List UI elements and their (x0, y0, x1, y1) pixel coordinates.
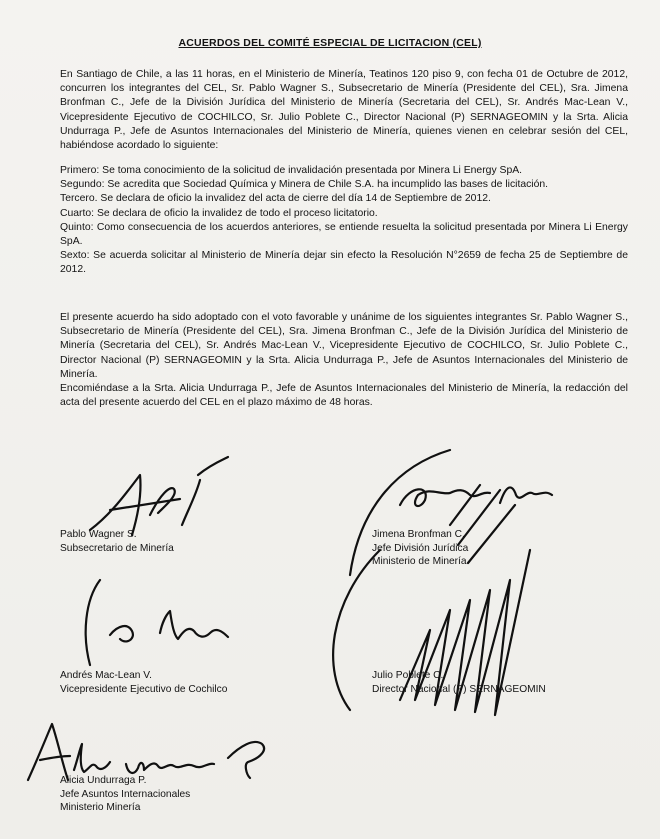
signatory-name: Jimena Bronfman C. (372, 529, 465, 540)
signatory-name: Alicia Undurraga P. (60, 775, 147, 786)
resolution-primero: Primero: Se toma conocimiento de la solicitud de invalidación presentada por Minera Li Energy SpA. (60, 165, 523, 176)
resolution-sexto: Sexto: Se acuerda solicitar al Ministerio de Minería dejar sin efecto la Resolución N°2659 de fecha 25 de Septiembre de 2012. (60, 250, 628, 276)
signatory-name: Pablo Wagner S. (60, 529, 137, 540)
signatory-name: Andrés Mac-Lean V. (60, 670, 152, 681)
signature-andres-maclean (70, 575, 250, 670)
signature-block-undurraga (60, 774, 190, 815)
intro-paragraph: En Santiago de Chile, a las 11 horas, en el Ministerio de Minería, Teatinos 120 piso 9, con fecha 01 de Octubre de 2012, concurren los integrantes del CEL, Sr. Pablo Wagner S., Subsecretario de Minería (Presidente del CEL), Sra. Jimena Bronfman C., Jefe de la División Jurídica del Ministerio de Minería (Secretaria del CEL), Sr. Andrés Mac-Lean V., Vicepresidente Ejecutivo de COCHILCO, Sr. Julio Poblete C., Director Nacional (P) SERNAGEOMIN y la Srta. Alicia Undurraga P., Jefe de Asuntos Internacionales del Ministerio de Minería, quienes vienen en celebrar sesión del CEL, habiéndose acordado lo siguiente: (60, 69, 628, 152)
signatory-role: Jefe División Jurídica (372, 542, 469, 554)
signatory-role: Subsecretario de Minería (60, 542, 174, 554)
signatory-role: Director Nacional (P) SERNAGEOMIN (372, 683, 546, 695)
resolution-tercero: Tercero. Se declara de oficio la invalidez del acta de cierre del día 14 de Septiembre de 2012. (60, 193, 491, 205)
resolution-segundo: Segundo: Se acredita que Sociedad Química y Minera de Chile S.A. ha incumplido las bases de licitación. (60, 179, 549, 191)
document-title: ACUERDOS DEL COMITÉ ESPECIAL DE LICITACION (CEL) (178, 37, 482, 49)
signature-block-maclean (60, 669, 227, 696)
approval-paragraph: El presente acuerdo ha sido adoptado con el voto favorable y unánime de los siguientes integrantes Sr. Pablo Wagner S., Subsecretario de Minería (Presidente del CEL), Sra. Jimena Bronfman C., Jefe de la División Jurídica del Ministerio de Minería (Secretaria del CEL), Sr. Andrés Mac-Lean V., Vicepresidente Ejecutivo de COCHILCO, Sr. Julio Poblete C., Director Nacional (P) SERNAGEOMIN y la Srta. Alicia Undurraga P., Jefe de Asuntos Internacionales del Ministerio de Minería. (60, 312, 628, 380)
signature-block-wagner (60, 528, 174, 555)
signatory-role: Vicepresidente Ejecutivo de Cochilco (60, 683, 228, 695)
signatory-role: Jefe Asuntos Internacionales (60, 788, 191, 800)
signatory-role: Ministerio Minería (60, 802, 141, 814)
approval-section (60, 311, 628, 410)
resolution-quinto: Quinto: Como consecuencia de los acuerdos anteriores, se entiende resuelta la solicitud presentada por Minera Li Energy SpA. (60, 221, 628, 248)
signature-block-poblete (372, 669, 546, 696)
delegation-paragraph: Encomiéndase a la Srta. Alicia Undurraga P., Jefe de Asuntos Internacionales del Ministerio de Minería, la redacción del acta del presente acuerdo del CEL en el plazo máximo de 48 horas. (60, 383, 628, 409)
resolution-cuarto: Cuarto: Se declara de oficio la invalidez de todo el proceso licitatorio. (60, 207, 378, 219)
resolutions-list (60, 164, 628, 278)
signatory-name: Julio Poblete C. (372, 670, 444, 681)
signatory-role: Ministerio de Minería (372, 556, 467, 568)
